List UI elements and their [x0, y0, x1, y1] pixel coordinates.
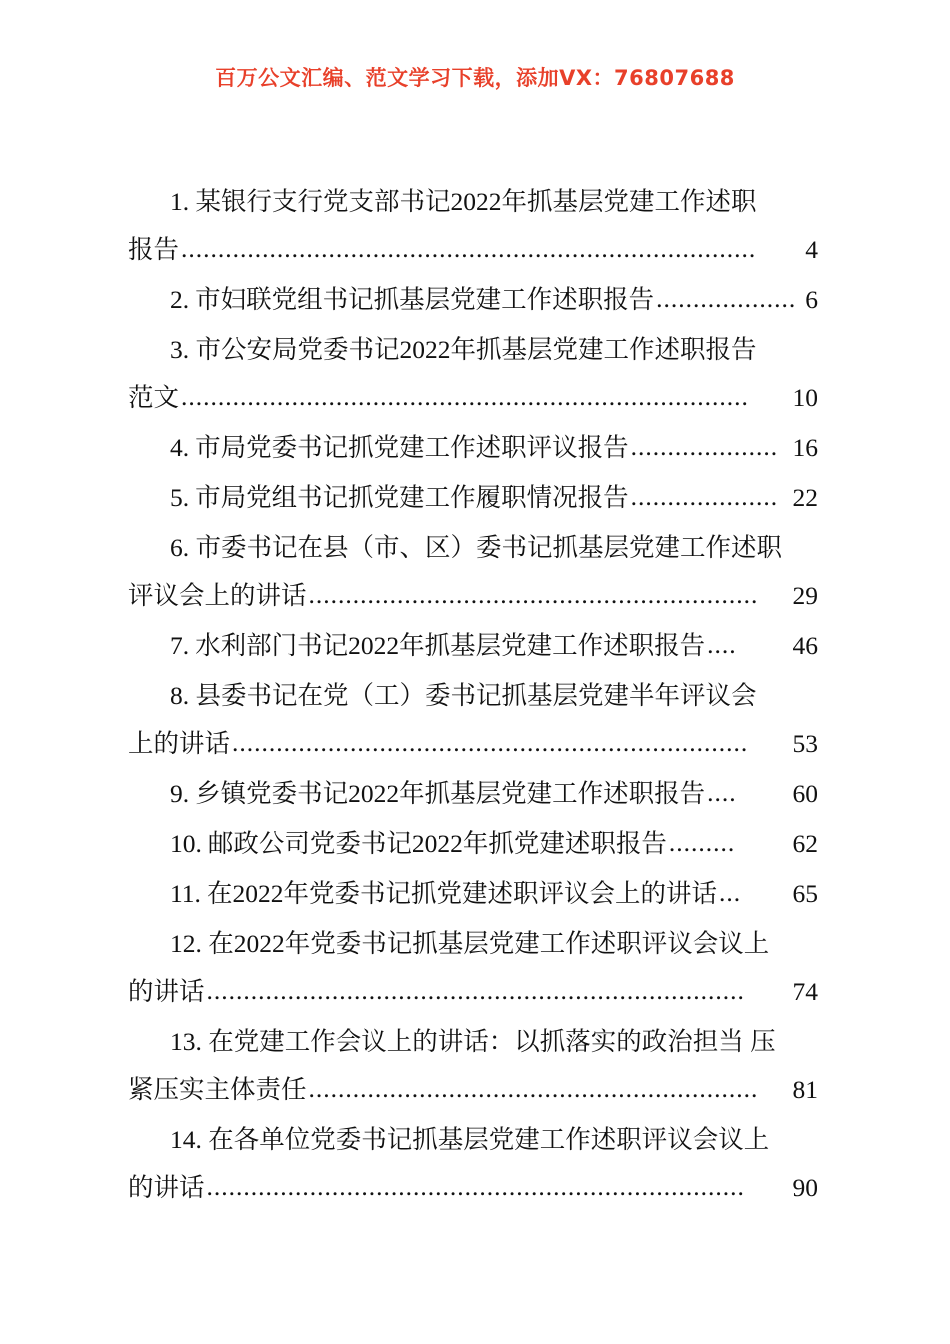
- toc-entry[interactable]: [128, 672, 818, 768]
- toc-leader-dots: .........: [668, 828, 736, 857]
- toc-entry[interactable]: [128, 870, 818, 918]
- toc-entry[interactable]: [128, 276, 818, 324]
- toc-leader-dots: .............................................................: [308, 580, 759, 609]
- toc-entry-title: 市公安局党委书记2022年抓基层党建工作述职报告: [189, 335, 757, 364]
- toc-page-number: 62: [792, 829, 818, 858]
- toc-leader-dots: .............................................................................: [181, 382, 749, 411]
- toc-page-number: 29: [792, 581, 818, 610]
- toc-entry-title-continued: 紧压实主体责任: [128, 1075, 307, 1104]
- toc-leader-dots: ......................................................................: [232, 728, 749, 757]
- toc-page-number: 74: [792, 977, 818, 1006]
- toc-entry-title: 市局党组书记抓党建工作履职情况报告: [195, 483, 629, 512]
- toc-entry-title: 水利部门书记2022年抓基层党建工作述职报告: [195, 631, 706, 660]
- toc-leader-dots: ....................: [630, 432, 779, 461]
- toc-entry[interactable]: [128, 622, 818, 670]
- toc-entry-title: 邮政公司党委书记2022年抓党建述职报告: [207, 829, 667, 858]
- toc-page-number: 90: [792, 1173, 818, 1202]
- toc-page-number: 60: [792, 779, 818, 808]
- toc-entry-title: 市妇联党组书记抓基层党建工作述职报告: [195, 285, 655, 314]
- toc-entry-number: 8.: [170, 681, 190, 710]
- toc-leader-dots: ....: [707, 778, 737, 807]
- toc-entry[interactable]: [128, 424, 818, 472]
- toc-entry-title: 在各单位党委书记抓基层党建工作述职评议会议上: [201, 1125, 770, 1154]
- toc-entry-number: 9.: [170, 779, 190, 808]
- toc-entry-number: 11.: [170, 879, 201, 908]
- toc-page-number: 10: [792, 383, 818, 412]
- toc-entry-number: 14.: [170, 1125, 202, 1154]
- toc-entry-number: 13.: [170, 1027, 202, 1056]
- toc-entry[interactable]: [128, 1116, 818, 1212]
- toc-entry[interactable]: [128, 178, 818, 274]
- toc-entry-number: 1.: [170, 187, 190, 216]
- toc-leader-dots: ....................: [630, 482, 779, 511]
- toc-page-number: 46: [792, 631, 818, 660]
- toc-entry-number: 7.: [170, 631, 190, 660]
- toc-entry-title-continued: 的讲话: [128, 1173, 205, 1202]
- toc-leader-dots: ....: [707, 630, 737, 659]
- toc-entry-title-continued: 上的讲话: [128, 729, 231, 758]
- toc-page-number: 4: [805, 235, 818, 264]
- toc-entry[interactable]: [128, 1018, 818, 1114]
- toc-entry-title: 某银行支行党支部书记2022年抓基层党建工作述职: [189, 187, 757, 216]
- toc-entry-number: 2.: [170, 285, 190, 314]
- toc-entry-number: 12.: [170, 929, 202, 958]
- toc-entry-title: 县委书记在党（工）委书记抓基层党建半年评议会: [189, 681, 757, 710]
- toc-entry[interactable]: [128, 326, 818, 422]
- toc-entry-number: 6.: [170, 533, 190, 562]
- toc-leader-dots: ...: [718, 878, 742, 907]
- toc-entry[interactable]: [128, 474, 818, 522]
- toc-entry-title: 在2022年党委书记抓党建述职评议会上的讲话: [206, 879, 717, 908]
- toc-entry-title: 乡镇党委书记2022年抓基层党建工作述职报告: [195, 779, 706, 808]
- toc-entry[interactable]: [128, 820, 818, 868]
- toc-leader-dots: ..............................................................................: [181, 234, 757, 263]
- toc-page-number: 16: [792, 433, 818, 462]
- toc-entry-number: 5.: [170, 483, 190, 512]
- toc-page-number: 81: [792, 1075, 818, 1104]
- toc-page-number: 6: [805, 285, 818, 314]
- toc-entry-title-continued: 的讲话: [128, 977, 205, 1006]
- toc-entry-number: 10.: [170, 829, 202, 858]
- toc-page-number: 22: [792, 483, 818, 512]
- toc-entry-title: 市委书记在县（市、区）委书记抓基层党建工作述职: [189, 533, 783, 562]
- toc-entry[interactable]: [128, 920, 818, 1016]
- toc-entry-number: 3.: [170, 335, 190, 364]
- toc-leader-dots: ...................: [656, 284, 797, 313]
- toc-entry[interactable]: [128, 524, 818, 620]
- toc-entry-title: 在2022年党委书记抓基层党建工作述职评议会议上: [201, 929, 770, 958]
- toc-entry-title: 在党建工作会议上的讲话：以抓落实的政治担当 压: [201, 1027, 776, 1056]
- toc-entry-title: 市局党委书记抓党建工作述职评议报告: [195, 433, 629, 462]
- toc-leader-dots: .........................................................................: [206, 976, 745, 1005]
- toc-leader-dots: .............................................................: [308, 1074, 759, 1103]
- toc-page-number: 53: [792, 729, 818, 758]
- toc-entry-title-continued: 范文: [128, 383, 180, 412]
- toc-entry-number: 4.: [170, 433, 190, 462]
- promo-banner: 百万公文汇编、范文学习下载，添加VX：76807688: [215, 66, 735, 90]
- toc-leader-dots: .........................................................................: [206, 1172, 745, 1201]
- toc-entry-title-continued: 评议会上的讲话: [128, 581, 307, 610]
- toc-entry-title-continued: 报告: [128, 235, 180, 264]
- toc-page-number: 65: [792, 879, 818, 908]
- toc-entry[interactable]: [128, 770, 818, 818]
- table-of-contents: [0, 178, 950, 1212]
